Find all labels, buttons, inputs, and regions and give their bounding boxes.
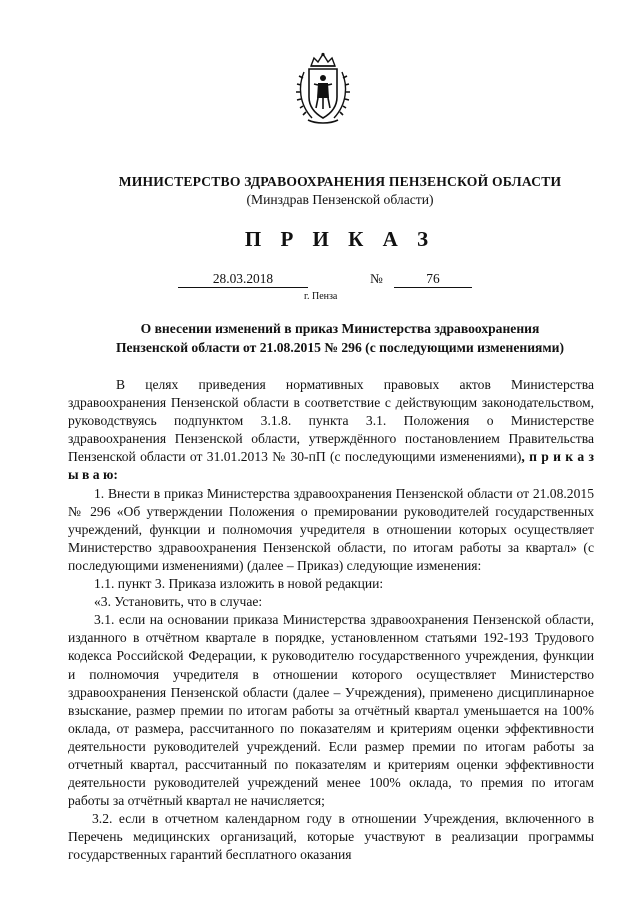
- item-3-2-paragraph: 3.2. если в отчетном календарном году в отношении Учреждения, включенного в Перечень медицинских организаций, которые участвуют в реализации программы государственных гарантий бесплатного оказания: [68, 811, 594, 863]
- item-1-paragraph: 1. Внести в приказ Министерства здравоохранения Пензенской области от 21.08.2015 № 296 «Об утверждении Положения о премировании руководителей государственных учреждений, функции и полномочия учредителя в отношении которых осуществляет Министерство здравоохранения Пензенской области, по итогам работы за квартал» (с последующими изменениями) (далее – Приказ) следующие изменения:: [68, 485, 594, 573]
- coat-of-arms-emblem: [294, 52, 352, 126]
- item-3-1-paragraph: 3.1. если на основании приказа Министерства здравоохранения Пензенской области, изданного в отчётном квартале в порядке, установленном статьями 192-193 Трудового кодекса Российской Федерации, к руководителю государственного учреждения, функции и полномочия учредителя в отношении которого осуществляет Министерство здравоохранения Пензенской области (далее – Учреждения), применено дисциплинарное взыскание, размер премии по итогам работы за отчётный квартал уменьшается на 100% оклада, от размера, рассчитанного по показателям и критериям оценки эффективности деятельности руководителей учреждений. Если размер премии по итогам работы за отчетный квартал, рассчитанный по показателям и критериям оценки эффективности деятельности руководителей учреждений менее 100% оклада, то премия по итогам работы за отчётный квартал не начисляется;: [68, 612, 594, 809]
- ministry-short-name: (Минздрав Пензенской области): [246, 192, 434, 207]
- order-subject: [40, 319, 640, 357]
- order-body: [68, 376, 594, 865]
- order-number-sign: №: [370, 271, 383, 286]
- item-1-1-paragraph: 1.1. пункт 3. Приказа изложить в новой редакции:: [94, 576, 384, 592]
- subject-line-1: О внесении изменений в приказ Министерства здравоохранения: [140, 321, 540, 336]
- preamble-text: В целях приведения нормативных правовых актов Министерства здравоохранения Пензенской области в соответствие с действующим законодательством, руководствуясь подпунктом 3.1.8. пункта 3.1. Положения о Министерстве здравоохранения Пензенской области, утверждённого постановлением Правительства Пензенской области от 31.01.2013 № 30-пП (с последующими изменениями): [68, 377, 594, 465]
- preamble-paragraph: [68, 376, 594, 485]
- document-type-title: П Р И К А З: [244, 227, 436, 251]
- order-date: 28.03.2018: [178, 271, 308, 288]
- order-directive: , п р и к а з ы в а ю:: [68, 449, 594, 483]
- order-city: г. Пенза: [304, 291, 338, 302]
- ministry-name: МИНИСТЕРСТВО ЗДРАВООХРАНЕНИЯ ПЕНЗЕНСКОЙ ОБЛАСТИ: [118, 174, 562, 189]
- order-number: 76: [394, 271, 472, 288]
- subject-line-2: Пензенской области от 21.08.2015 № 296 (с последующими изменениями): [115, 340, 565, 355]
- item-3-intro-paragraph: «3. Установить, что в случае:: [94, 594, 263, 610]
